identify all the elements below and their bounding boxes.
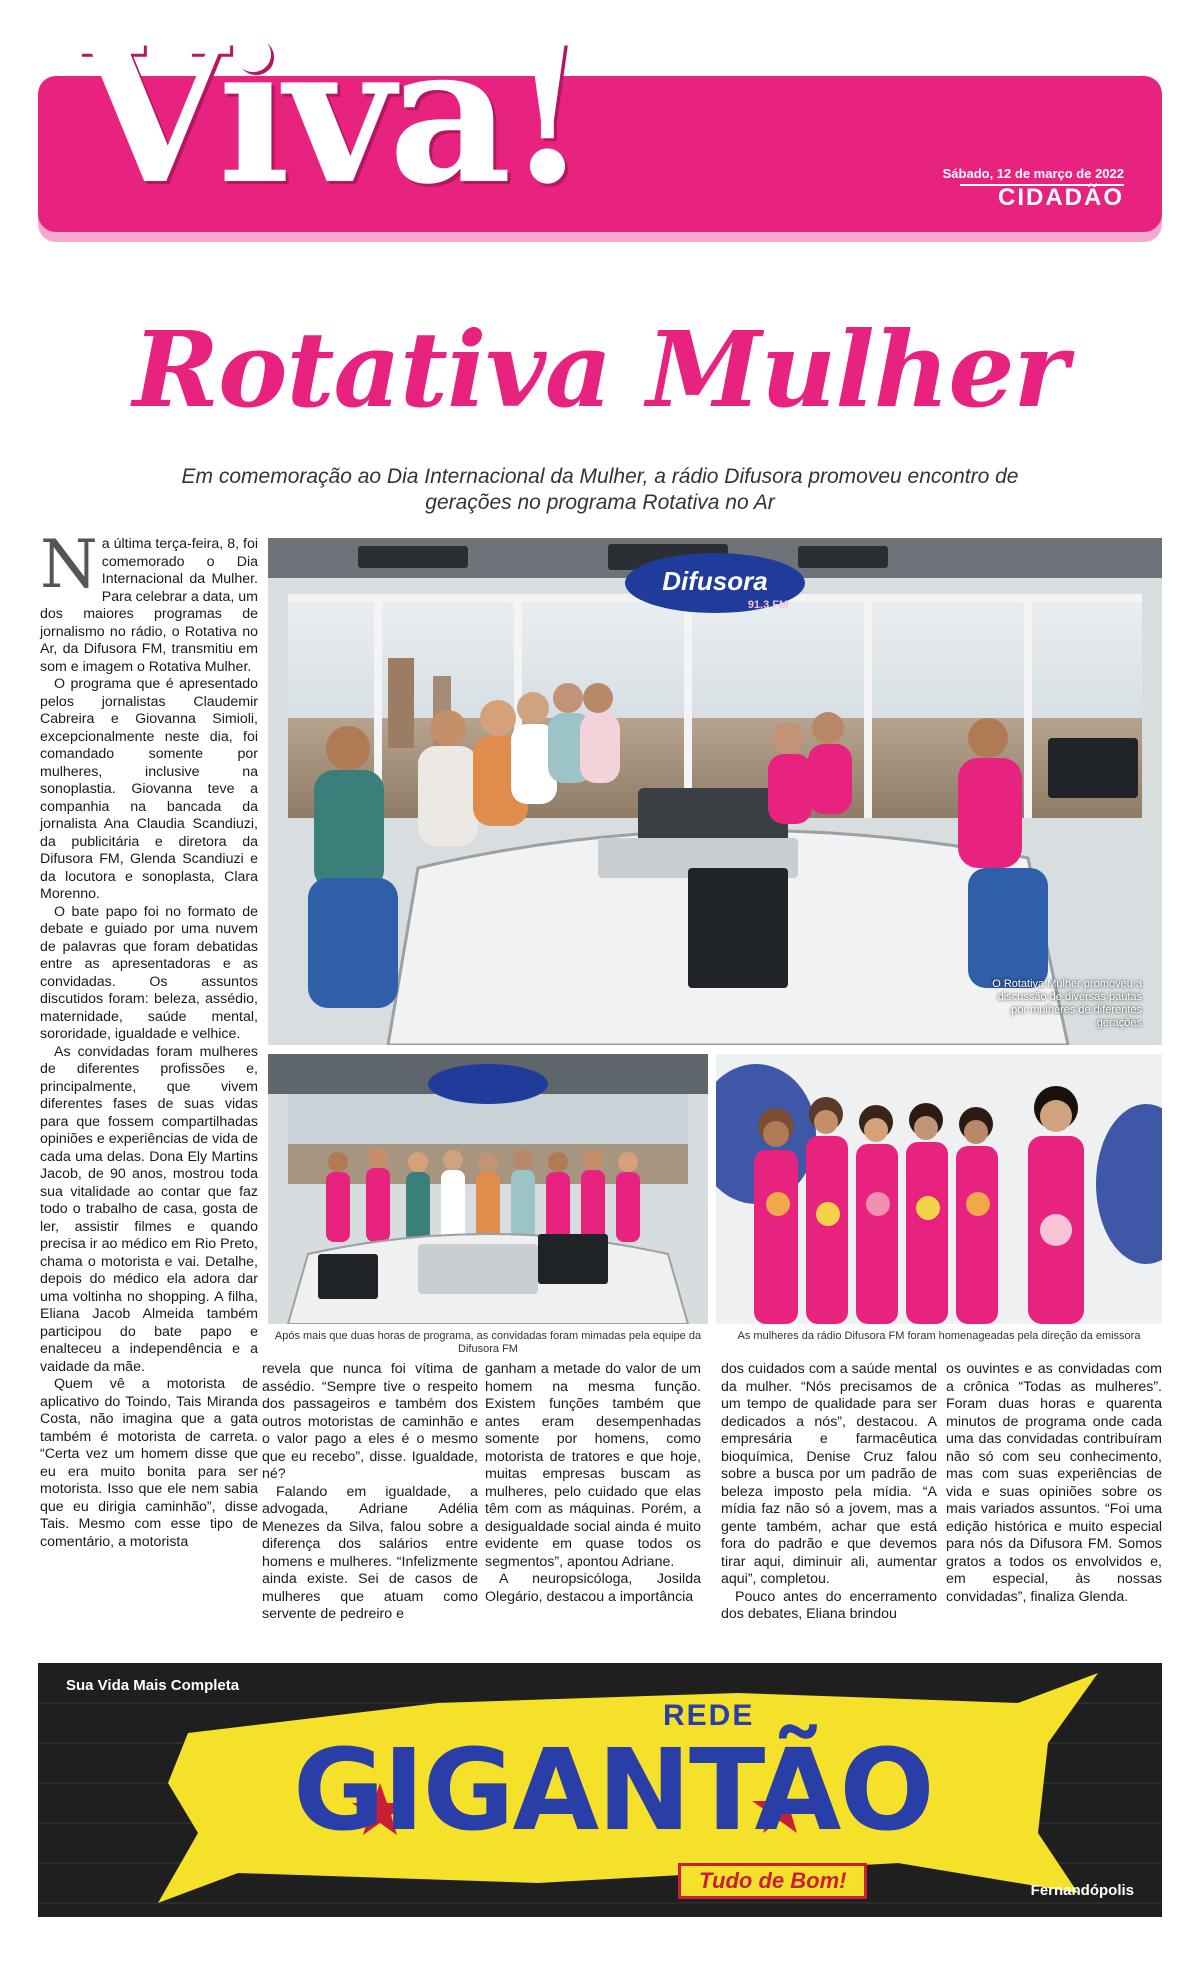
paragraph-1: Na última terça-feira, 8, foi comemorado o Dia Internacional da Mulher. Para celebrar a data, um dos maiores programas de jornalismo no rádio, o Rotativa no Ar, da Difusora FM, transmitiu em som e imagem o Rotativa Mulher. [40, 526, 258, 675]
ad-brand-name: GIGANTÃO [293, 1726, 933, 1856]
paragraph-3: O bate papo foi no formato de debate e guiado por uma nuvem de palavras que foram debatidas entre as apresentadoras e as convidadas. Os assuntos discutidos foram: beleza, assédio, maternidade, saúde mental, sororidade, igualdade e velhice. [40, 903, 258, 1042]
honored-women-photo [716, 1054, 1162, 1324]
article-column-1 [40, 526, 258, 1648]
paragraph-5: Quem vê a motorista de aplicativo do Toindo, Tais Miranda Costa, não imagina que a gata também é motorista de carreta. “Certa vez um homem disse que eu era muito bonita para ser motorista. Isso que ele nem sabia que eu dirigia caminhão”, disse Tais. Mesmo com esse tipo de comentário, a motorista [40, 1376, 258, 1550]
ad-slogan: Tudo de Bom! [678, 1863, 867, 1899]
article-column-4 [721, 1361, 937, 1651]
ad-city: Fernandópolis [1030, 1882, 1134, 1899]
article-column-5 [946, 1361, 1162, 1651]
paragraph-6: revela que nunca foi vítima de assédio. “Sempre tive o respeito dos passageiros e também dos outros motoristas de caminhão e o valor pago a eles é o mesmo que eu recebo”, disse. Igualdade, né? [262, 1361, 478, 1482]
paragraph-4: As convidadas foram mulheres de diferentes profissões e, principalmente, que vivem diferentes fases de suas vidas para que fossem compartilhadas opiniões e experiências de vida de cada uma delas. Dona Ely Martins Jacob, de 90 anos, mostrou toda sua vitalidade ao contar que faz todo o trabalho de casa, gosta de ler, assistir filmes e quando precisa ir ao médico em Rio Preto, chama o motorista e vai. Detalhe, depois do médico ela adora dar uma voltinha no shopping. A filha, Eliana Jacob Almeida também participou do bate papo e enalteceu a independência e a vaidade da mãe. [40, 1043, 258, 1375]
gigantao-advertisement [38, 1663, 1162, 1917]
paragraph-12: os ouvintes e as convidadas com a crônica “Todas as mulheres”. Foram duas horas e quarenta minutos de programa onde cada uma das convidadas contribuíram não só com seu conhecimento, mas com suas experiências de vida e suas opiniões sobre os mais variados assuntos. “Foi uma edição histórica e muito especial para nós da Difusora FM. Somos gratos a todos os envolvidos e, em especial, às nossas convidadas”, finaliza Glenda. [946, 1361, 1162, 1605]
edition-date: Sábado, 12 de março de 2022 [942, 166, 1124, 181]
article-subtitle: Em comemoração ao Dia Internacional da Mulher, a rádio Difusora promoveu encontro de gerações no programa Rotativa no Ar [181, 465, 1019, 515]
studio-photo-caption: O Rotativa Mulher promoveu a discussão de diversas pautas por mulheres de diferentes gerações [992, 978, 1142, 1029]
guests-photo-illustration [268, 1054, 708, 1324]
article-column-2 [262, 1361, 478, 1651]
drop-cap: N [40, 526, 98, 603]
ad-rede-label: REDE [663, 1699, 755, 1732]
studio-sign: Difusora [662, 566, 768, 596]
honored-photo-illustration [716, 1054, 1162, 1324]
paragraph-9: A neuropsicóloga, Josilda Olegário, destacou a importância [485, 1571, 701, 1605]
section-name: CIDADÃO [998, 184, 1124, 211]
paragraph-7: Falando em igualdade, a advogada, Adriane Adélia Menezes da Silva, falou sobre a diferença dos salários entre homens e mulheres. “Infelizmente ainda existe. Sei de casos de mulheres que atuam como servente de pedreiro e [262, 1483, 478, 1622]
article-column-3 [485, 1361, 701, 1651]
viva-logo: Viva! [80, 3, 584, 226]
ad-tagline: Sua Vida Mais Completa [66, 1677, 240, 1694]
guests-group-photo [268, 1054, 708, 1324]
article-headline: Rotativa Mulher [132, 308, 1068, 431]
paragraph-2: O programa que é apresentado pelos jornalistas Claudemir Cabreira e Giovanna Simioli, excepcionalmente neste dia, foi comandado somente por mulheres, inclusive na sonoplastia. Giovanna teve a companhia na bancada da jornalista Ana Claudia Scandiuzi, da publicitária e diretora da Difusora FM, Glenda Scandiuzi e da locutora e sonoplasta, Clara Morenno. [40, 676, 258, 902]
paragraph-10: dos cuidados com a saúde mental da mulher. “Nós precisamos de um tempo de qualidade para ser dedicados a nós”, destacou. A empresária e farmacêutica bioquímica, Denise Cruz falou sobre a busca por um padrão de beleza imposto pela mídia. “A mídia faz não só a jovem, mas a gente também, achar que está fora do padrão e que devemos tirar aqui, diminuir ali, aumentar aqui”, completou. [721, 1361, 937, 1587]
studio-photo [268, 538, 1162, 1045]
studio-photo-illustration [268, 538, 1162, 1045]
honored-photo-caption: As mulheres da rádio Difusora FM foram homenageadas pela direção da emissora [737, 1330, 1141, 1342]
paragraph-11: Pouco antes do encerramento dos debates, Eliana brindou [721, 1588, 937, 1622]
paragraph-8: ganham a metade do valor de um homem na mesma função. Existem funções também que antes eram desempenhadas somente por homens, como motorista de tratores e que hoje, muitas empresas buscam as mulheres, pelo cuidado que elas têm com as máquinas. Porém, a desigualdade social ainda é muito evidente em quase todos os segmentos”, apontou Adriane. [485, 1361, 701, 1570]
studio-frequency: 91,3 FM [747, 599, 789, 611]
guests-photo-caption: Após mais que duas horas de programa, as convidadas foram mimadas pela equipe da Difusora FM [274, 1330, 702, 1355]
